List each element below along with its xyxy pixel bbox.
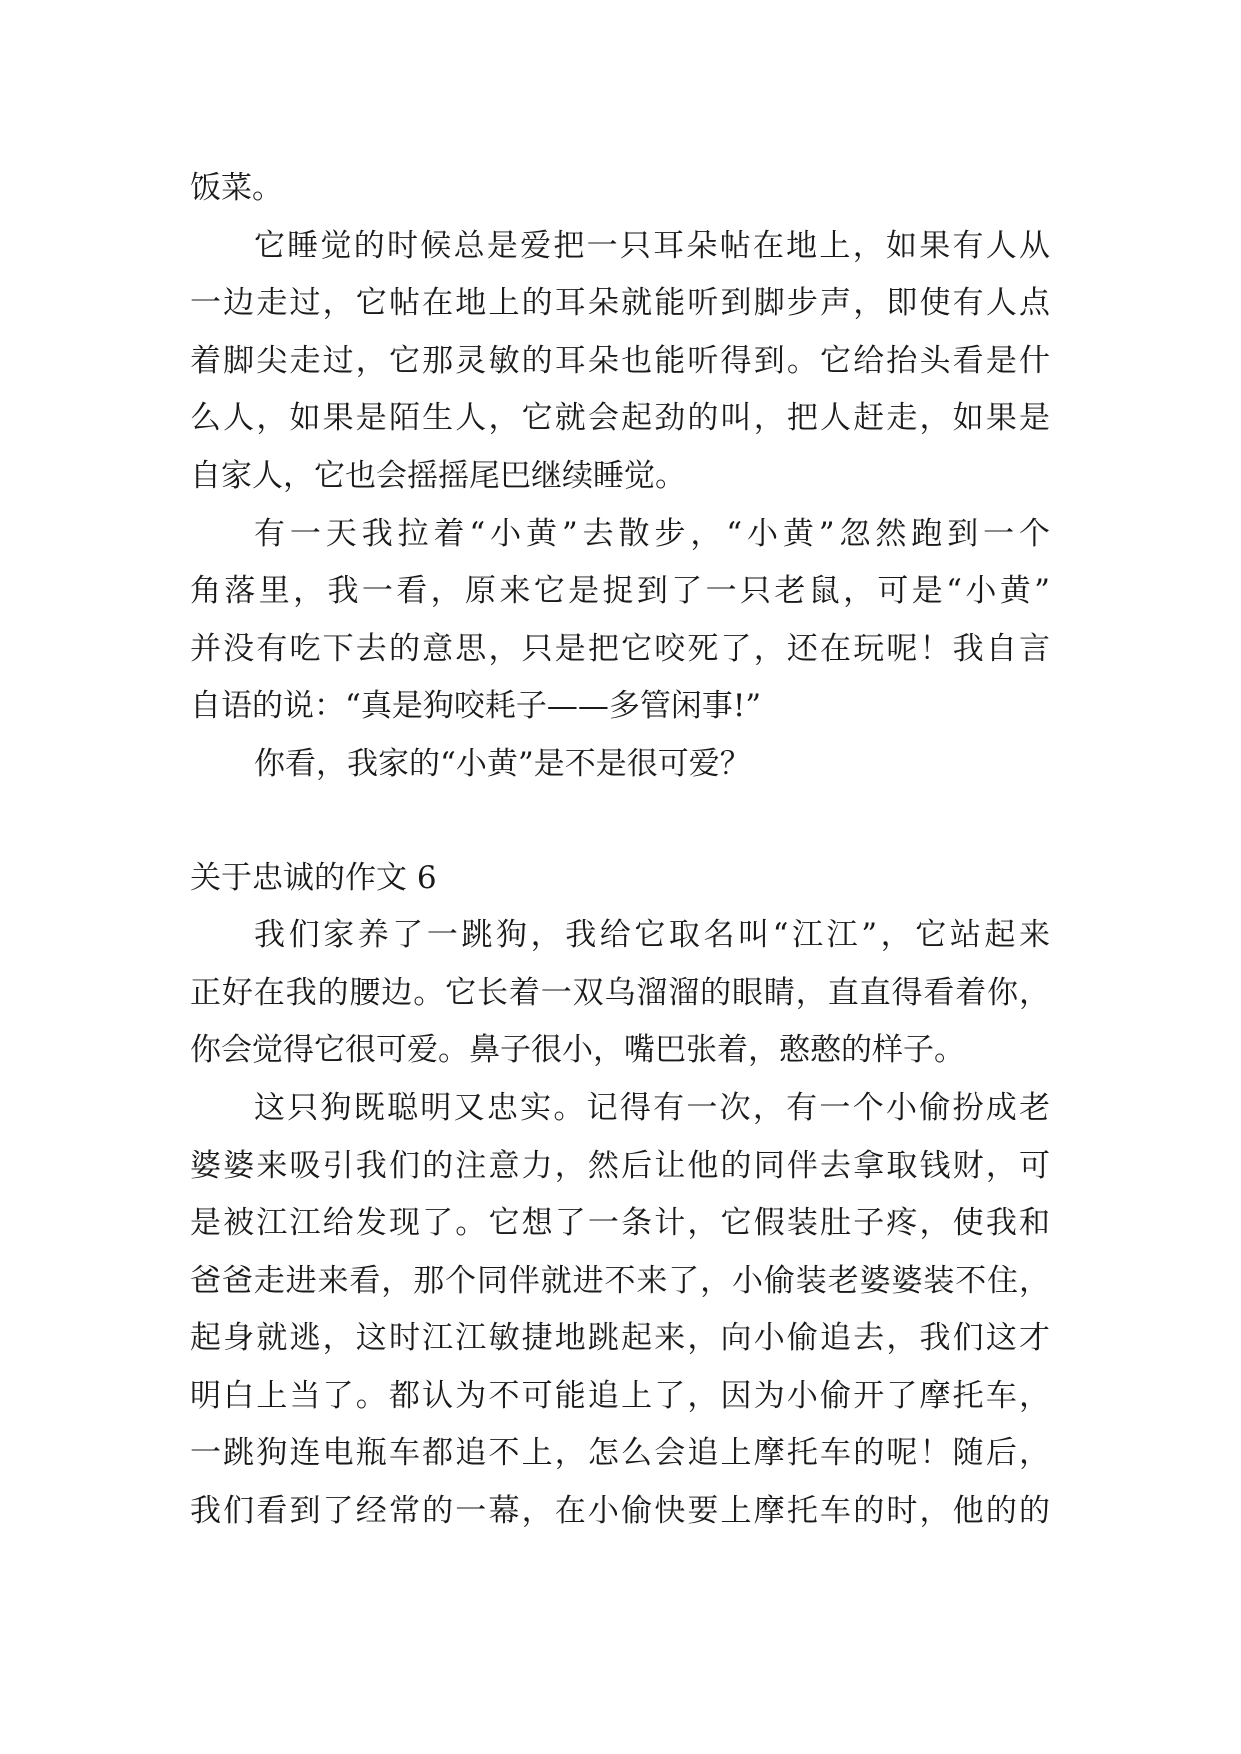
- text-line: 一跳狗连电瓶车都追不上，怎么会追上摩托车的呢！随后，: [190, 1435, 1050, 1472]
- text-line: 自语的说：“真是狗咬耗子——多管闲事!”: [190, 688, 762, 725]
- paragraph: [190, 907, 1050, 1080]
- section-heading: 关于忠诚的作文 6: [190, 859, 437, 896]
- text-line: 你看，我家的“小黄”是不是很可爱？: [254, 745, 751, 782]
- text-line: 么人，如果是陌生人，它就会起劲的叫，把人赶走，如果是: [190, 400, 1050, 437]
- text-line: 婆婆来吸引我们的注意力，然后让他的同伴去拿取钱财，可: [190, 1147, 1050, 1184]
- text-line: 自家人，它也会摇摇尾巴继续睡觉。: [190, 457, 686, 494]
- text-line: 这只狗既聪明又忠实。记得有一次，有一个小偷扮成老: [254, 1089, 1050, 1126]
- paragraph: [190, 160, 1050, 218]
- text-line: 起身就逃，这时江江敏捷地跳起来，向小偷追去，我们这才: [190, 1320, 1050, 1357]
- text-line: 着脚尖走过，它那灵敏的耳朵也能听得到。它给抬头看是什: [190, 342, 1050, 379]
- text-line: 正好在我的腰边。它长着一双乌溜溜的眼睛，直直得看着你，: [190, 974, 1050, 1011]
- paragraph: [190, 506, 1050, 736]
- text-line: 饭菜。: [190, 170, 283, 206]
- text-line: 角落里，我一看，原来它是捉到了一只老鼠，可是“小黄”: [190, 573, 1050, 610]
- text-line: 它睡觉的时候总是爱把一只耳朵帖在地上，如果有人从: [254, 227, 1050, 264]
- text-line: 爸爸走进来看，那个同伴就进不来了，小偷装老婆婆装不住，: [190, 1262, 1050, 1299]
- text-line: 明白上当了。都认为不可能追上了，因为小偷开了摩托车，: [190, 1377, 1050, 1414]
- paragraph: [190, 218, 1050, 506]
- paragraph: [190, 736, 1050, 794]
- text-line: 我们看到了经常的一幕，在小偷快要上摩托车的时，他的的: [190, 1493, 1050, 1530]
- text-line: 一边走过，它帖在地上的耳朵就能听到脚步声，即使有人点: [190, 285, 1050, 322]
- text-line: 并没有吃下去的意思，只是把它咬死了，还在玩呢！我自言: [190, 630, 1050, 667]
- text-line: 有一天我拉着“小黄”去散步，“小黄”忽然跑到一个: [254, 515, 1050, 552]
- paragraph: [190, 1080, 1050, 1541]
- text-line: 是被江江给发现了。它想了一条计，它假装肚子疼，使我和: [190, 1205, 1050, 1242]
- text-line: 我们家养了一跳狗，我给它取名叫“江江”，它站起来: [254, 917, 1050, 954]
- spacer: [190, 794, 1050, 850]
- text-line: 你会觉得它很可爱。鼻子很小，嘴巴张着，憨憨的样子。: [190, 1032, 965, 1069]
- document-page: [190, 160, 1050, 1541]
